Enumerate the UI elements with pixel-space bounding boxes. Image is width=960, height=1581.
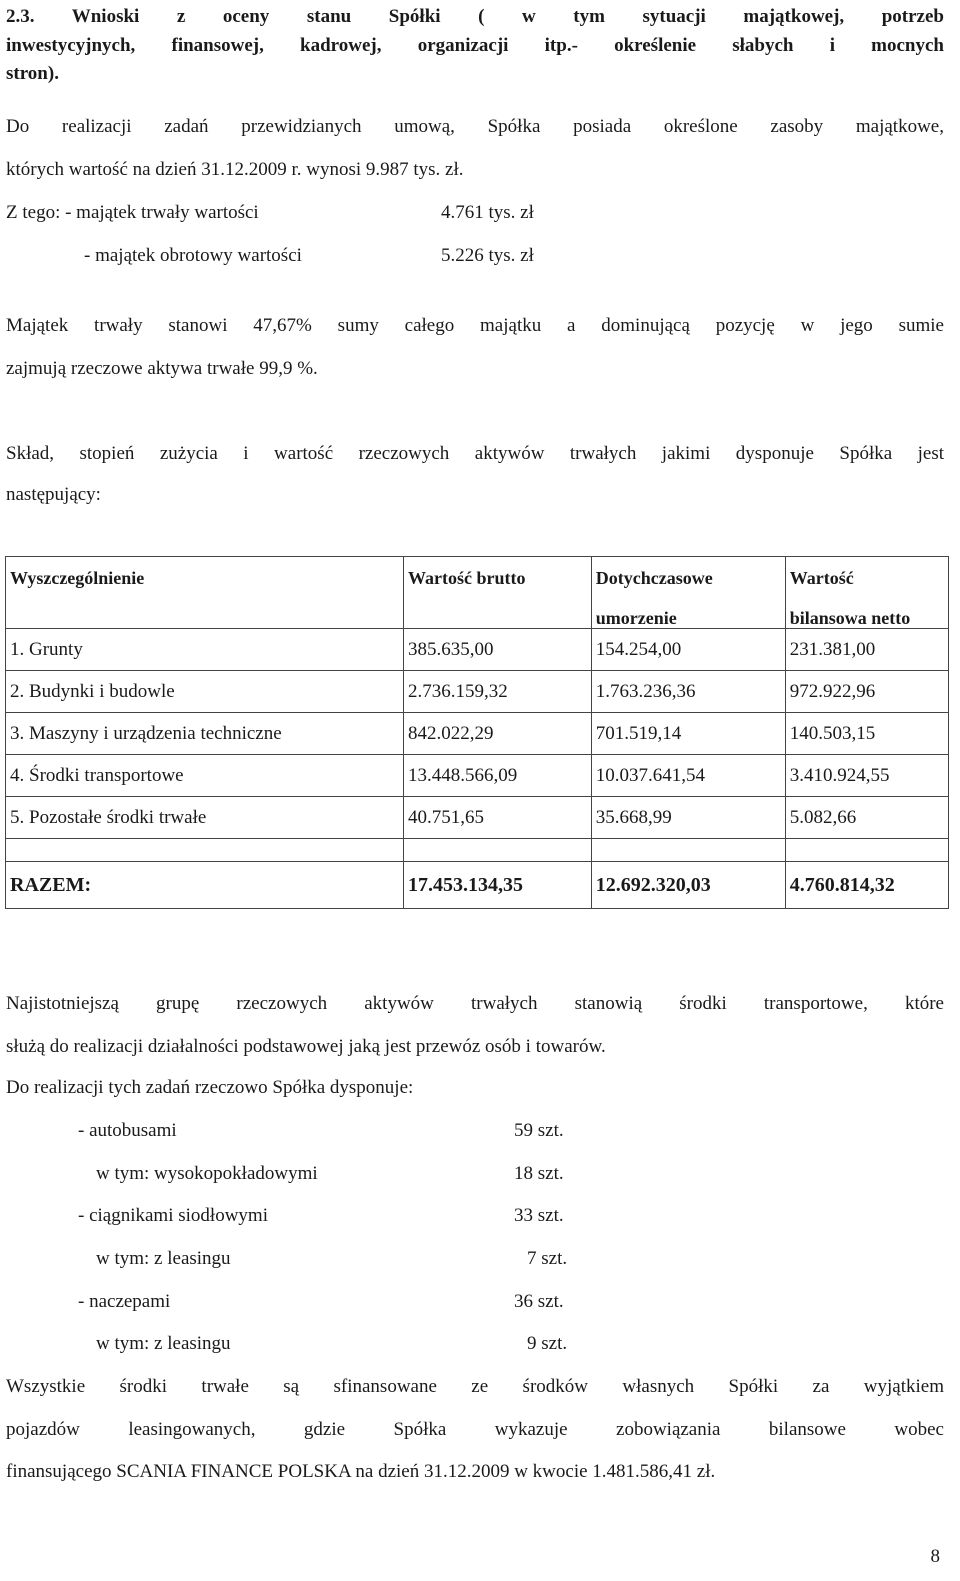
row-gross: 13.448.566,09 <box>404 755 592 797</box>
row-net: 3.410.924,55 <box>785 755 948 797</box>
current-assets-value: 5.226 tys. zł <box>441 245 534 266</box>
row-net: 231.381,00 <box>785 629 948 671</box>
fleet-item-value: 33 szt. <box>514 1205 564 1226</box>
transport-paragraph-line2: służą do realizacji działalności podstawowej jaką jest przewóz osób i towarów. <box>6 1036 606 1057</box>
fleet-item-label: - ciągnikami siodłowymi <box>78 1205 268 1226</box>
header-gross-value: Wartość brutto <box>404 557 592 629</box>
row-item: 4. Środki transportowe <box>6 755 404 797</box>
total-net: 4.760.814,32 <box>785 862 948 909</box>
transport-paragraph: Najistotniejszą grupę rzeczowych aktywów trwałych stanowią środki transportowe, które <box>6 993 944 1014</box>
fleet-item-label: w tym: z leasingu <box>96 1333 231 1354</box>
table-total-row <box>6 862 949 909</box>
total-gross: 17.453.134,35 <box>404 862 592 909</box>
section-heading-line2: inwestycyjnych, finansowej, kadrowej, organizacji itp.- określenie słabych i mocnych <box>6 35 944 56</box>
row-item: 2. Budynki i budowle <box>6 671 404 713</box>
header-item: Wyszczególnienie <box>6 557 404 629</box>
fixed-assets-value: 4.761 tys. zł <box>441 202 534 223</box>
transport-paragraph-line3: Do realizacji tych zadań rzeczowo Spółka dysponuje: <box>6 1077 414 1098</box>
row-item: 3. Maszyny i urządzenia techniczne <box>6 713 404 755</box>
fleet-item-label: w tym: z leasingu <box>96 1248 231 1269</box>
current-assets-label: - majątek obrotowy wartości <box>84 245 302 266</box>
row-depreciation: 10.037.641,54 <box>591 755 785 797</box>
fixed-assets-label: Z tego: - majątek trwały wartości <box>6 202 259 223</box>
row-depreciation: 154.254,00 <box>591 629 785 671</box>
table-row <box>6 671 949 713</box>
row-depreciation: 1.763.236,36 <box>591 671 785 713</box>
table-row <box>6 713 949 755</box>
table-row <box>6 629 949 671</box>
table-spacer-row <box>6 839 949 862</box>
fleet-item-value: 59 szt. <box>514 1120 564 1141</box>
page-number: 8 <box>930 1546 940 1567</box>
composition-paragraph: Skład, stopień zużycia i wartość rzeczowych aktywów trwałych jakimi dysponuje Spółka jest <box>6 443 944 464</box>
fleet-item-label: w tym: wysokopokładowymi <box>96 1163 318 1184</box>
header-depreciation: Dotychczasowe umorzenie <box>591 557 785 629</box>
row-gross: 385.635,00 <box>404 629 592 671</box>
fleet-item-value: 9 szt. <box>527 1333 568 1354</box>
row-depreciation: 701.519,14 <box>591 713 785 755</box>
fixed-share-paragraph-line2: zajmują rzeczowe aktywa trwałe 99,9 %. <box>6 358 318 379</box>
row-gross: 40.751,65 <box>404 797 592 839</box>
intro-paragraph: Do realizacji zadań przewidzianych umową, Spółka posiada określone zasoby majątkowe, <box>6 116 944 137</box>
financing-paragraph-line2: pojazdów leasingowanych, gdzie Spółka wykazuje zobowiązania bilansowe wobec <box>6 1419 944 1440</box>
row-depreciation: 35.668,99 <box>591 797 785 839</box>
section-heading: 2.3. Wnioski z oceny stanu Spółki ( w tym sytuacji majątkowej, potrzeb <box>6 6 944 27</box>
row-item: 1. Grunty <box>6 629 404 671</box>
composition-paragraph-line2: następujący: <box>6 484 101 505</box>
fleet-item-value: 18 szt. <box>514 1163 564 1184</box>
row-net: 5.082,66 <box>785 797 948 839</box>
fleet-item-label: - autobusami <box>78 1120 177 1141</box>
total-label: RAZEM: <box>6 862 404 909</box>
row-net: 972.922,96 <box>785 671 948 713</box>
fleet-item-value: 7 szt. <box>527 1248 568 1269</box>
table-row <box>6 797 949 839</box>
row-item: 5. Pozostałe środki trwałe <box>6 797 404 839</box>
row-gross: 2.736.159,32 <box>404 671 592 713</box>
table-header-row <box>6 557 949 629</box>
fixed-share-paragraph: Majątek trwały stanowi 47,67% sumy całego majątku a dominującą pozycję w jego sumie <box>6 315 944 336</box>
row-net: 140.503,15 <box>785 713 948 755</box>
fleet-item-label: - naczepami <box>78 1291 171 1312</box>
table-row <box>6 755 949 797</box>
header-net-value: Wartość bilansowa netto <box>785 557 948 629</box>
intro-paragraph-line2: których wartość na dzień 31.12.2009 r. wynosi 9.987 tys. zł. <box>6 159 464 180</box>
financing-paragraph-line3: finansującego SCANIA FINANCE POLSKA na dzień 31.12.2009 w kwocie 1.481.586,41 zł. <box>6 1461 716 1482</box>
row-gross: 842.022,29 <box>404 713 592 755</box>
financing-paragraph: Wszystkie środki trwałe są sfinansowane ze środków własnych Spółki za wyjątkiem <box>6 1376 944 1397</box>
fixed-assets-table <box>5 556 949 909</box>
fleet-item-value: 36 szt. <box>514 1291 564 1312</box>
total-depreciation: 12.692.320,03 <box>591 862 785 909</box>
section-heading-line3: stron). <box>6 63 59 84</box>
